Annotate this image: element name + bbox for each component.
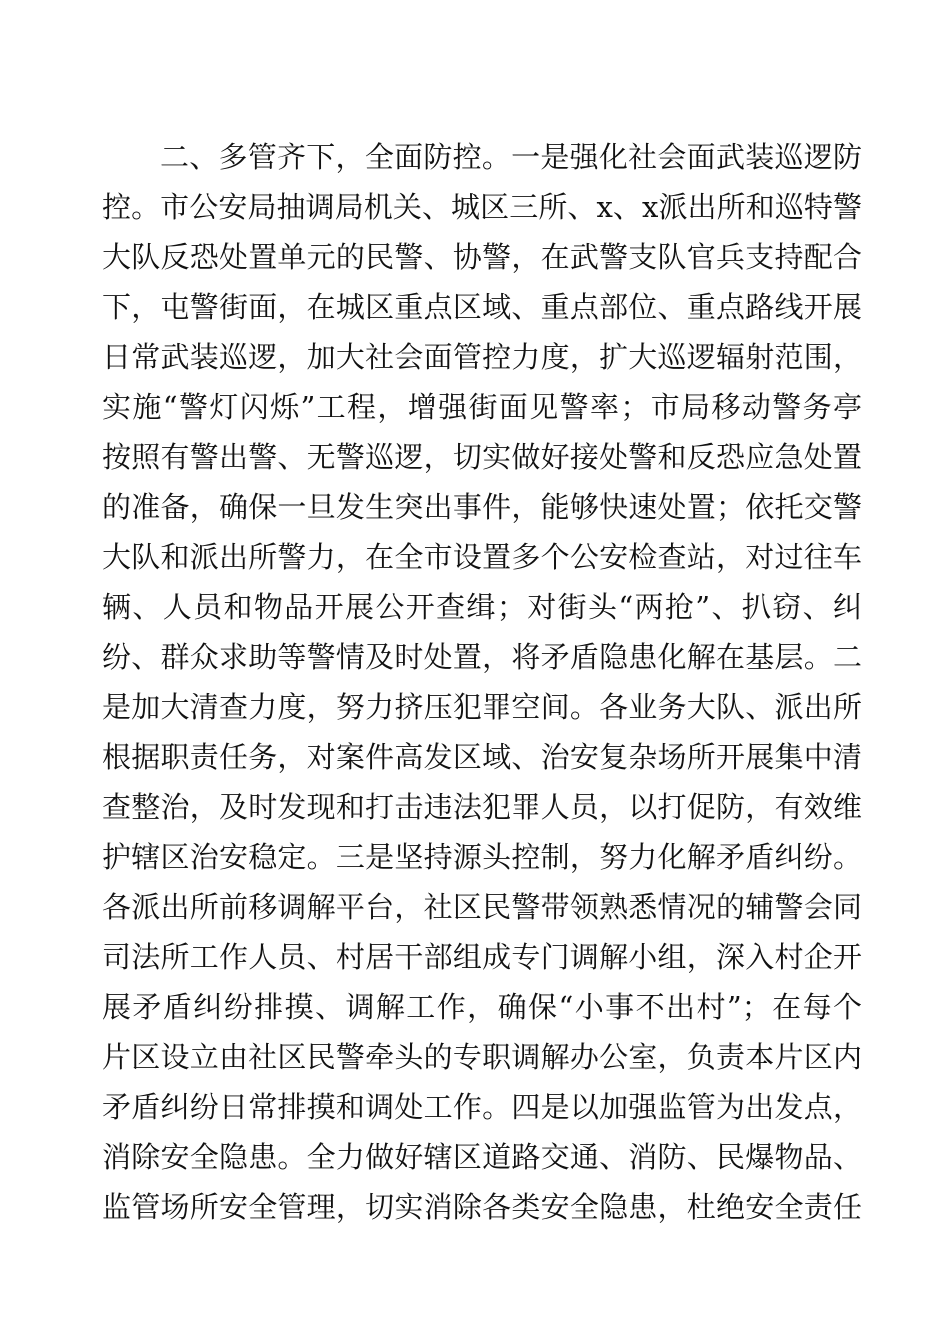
paragraph-line: 消除安全隐患。全力做好辖区道路交通、消防、民爆物品、 [102, 1140, 862, 1174]
paragraph-line: 各派出所前移调解平台，社区民警带领熟悉情况的辅警会同 [102, 890, 862, 924]
paragraph-line: 实施“警灯闪烁”工程，增强街面见警率；市局移动警务亭 [102, 390, 862, 424]
paragraph-line: 矛盾纠纷日常排摸和调处工作。四是以加强监管为出发点， [102, 1090, 862, 1124]
paragraph-line: 大队反恐处置单元的民警、协警，在武警支队官兵支持配合 [102, 240, 862, 274]
paragraph-line: 查整治，及时发现和打击违法犯罪人员，以打促防，有效维 [102, 790, 862, 824]
paragraph-line: 监管场所安全管理，切实消除各类安全隐患，杜绝安全责任 [102, 1190, 862, 1224]
paragraph-line: 的准备，确保一旦发生突出事件，能够快速处置；依托交警 [102, 490, 862, 524]
paragraph-line: 护辖区治安稳定。三是坚持源头控制，努力化解矛盾纠纷。 [102, 840, 862, 874]
paragraph-line: 大队和派出所警力，在全市设置多个公安检查站，对过往车 [102, 540, 862, 574]
paragraph-line: 根据职责任务，对案件高发区域、治安复杂场所开展集中清 [102, 740, 862, 774]
paragraph-line: 日常武装巡逻，加大社会面管控力度，扩大巡逻辐射范围， [102, 340, 862, 374]
paragraph-line: 下，屯警街面，在城区重点区域、重点部位、重点路线开展 [102, 290, 862, 324]
paragraph-line: 展矛盾纠纷排摸、调解工作，确保“小事不出村”；在每个 [102, 990, 862, 1024]
paragraph-line: 司法所工作人员、村居干部组成专门调解小组，深入村企开 [102, 940, 862, 974]
paragraph-line: 片区设立由社区民警牵头的专职调解办公室，负责本片区内 [102, 1040, 862, 1074]
paragraph-line: 纷、群众求助等警情及时处置，将矛盾隐患化解在基层。二 [102, 640, 862, 674]
paragraph-line: 二、多管齐下，全面防控。一是强化社会面武装巡逻防 [160, 140, 862, 174]
paragraph-line: 控。市公安局抽调局机关、城区三所、x、x派出所和巡特警 [102, 190, 862, 224]
paragraph-line: 辆、人员和物品开展公开查缉；对街头“两抢”、扒窃、纠 [102, 590, 862, 624]
body-paragraph [102, 132, 862, 1232]
paragraph-line: 按照有警出警、无警巡逻，切实做好接处警和反恐应急处置 [102, 440, 862, 474]
paragraph-line: 是加大清查力度，努力挤压犯罪空间。各业务大队、派出所 [102, 690, 862, 724]
